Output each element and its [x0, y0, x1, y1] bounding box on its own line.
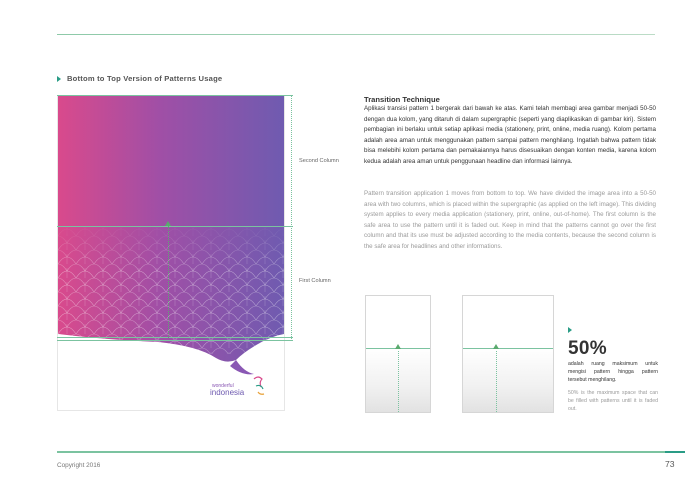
column-panel-right — [462, 295, 554, 413]
technique-text-english: Pattern transition application 1 moves from bottom to top. We have divided the image area into a 50-50 area with two columns, which is placed within the supergraphic (as applied on the left image). This dividing system applies to every media application (stationery, print, online, out-of-home). The first column is the safe area to use the pattern until it is faded out. Keep in mind that the patterns cannot go over the first column and that its use must be adjusted according to the media contents, because the second column is the safe area for headlines and other informations. — [364, 190, 656, 250]
panel-midline — [463, 348, 553, 349]
guide-line-middle — [57, 226, 293, 227]
first-column-label: First Column — [299, 278, 331, 284]
svg-text:wonderful: wonderful — [212, 383, 234, 389]
page-number: 73 — [665, 459, 675, 469]
bullet-triangle-icon — [568, 327, 572, 333]
panel-center-guide — [496, 351, 497, 412]
poster-example — [57, 95, 285, 411]
technique-text-indonesian: Aplikasi transisi pattern 1 bergerak dari bawah ke atas. Kami telah membagi area gambar menjadi 50-50 dengan dua kolom, yang ditaruh di dalam supergraphic (seperti yang diaplikasikan di gambar kiri). Sistem pembagian ini berlaku untuk setiap aplikasi media (stationery, print, online, media ruang). Kolom pertama adalah area aman untuk menggunakan pattern sampai pattern menghilang. Ingatlah bahwa pattern tidak bisa melebihi kolom pertama dan pemakaiannya harus disesuaikan dengan konten media, karena kolom kedua adalah area aman untuk penggunaan headline dan informasi lainnya. — [364, 105, 656, 165]
second-column-label: Second Column — [299, 158, 339, 164]
panel-gradient — [463, 348, 553, 412]
copyright-text: Copyright 2016 — [57, 462, 101, 469]
up-arrow-icon — [493, 344, 499, 349]
top-divider — [57, 34, 655, 35]
guide-line-top — [57, 95, 293, 96]
section-heading — [57, 74, 222, 83]
panel-center-guide — [398, 351, 399, 412]
percentage-value: 50% — [568, 338, 607, 359]
bottom-divider — [57, 451, 685, 453]
bullet-triangle-icon — [57, 76, 61, 82]
svg-text:indonesia: indonesia — [210, 388, 245, 397]
percentage-text-indonesian: adalah ruang maksimum untuk mengisi pattern hingga pattern tersebut menghilang. — [568, 361, 658, 383]
up-arrow-icon — [165, 221, 171, 226]
column-divider-vertical — [291, 95, 292, 341]
up-arrow-icon — [395, 344, 401, 349]
guide-line-bottom-2 — [57, 340, 293, 341]
percentage-text-english: 50% is the maximum space that can be filled with patterns until it is faded out. — [568, 390, 658, 412]
technique-title: Transition Technique — [364, 95, 440, 104]
center-guide-vertical — [168, 226, 169, 338]
supergraphic-illustration — [58, 96, 284, 410]
section-title: Bottom to Top Version of Patterns Usage — [67, 74, 223, 83]
guide-line-bottom — [57, 337, 293, 338]
column-panel-left — [365, 295, 431, 413]
wonderful-indonesia-logo — [210, 377, 264, 397]
